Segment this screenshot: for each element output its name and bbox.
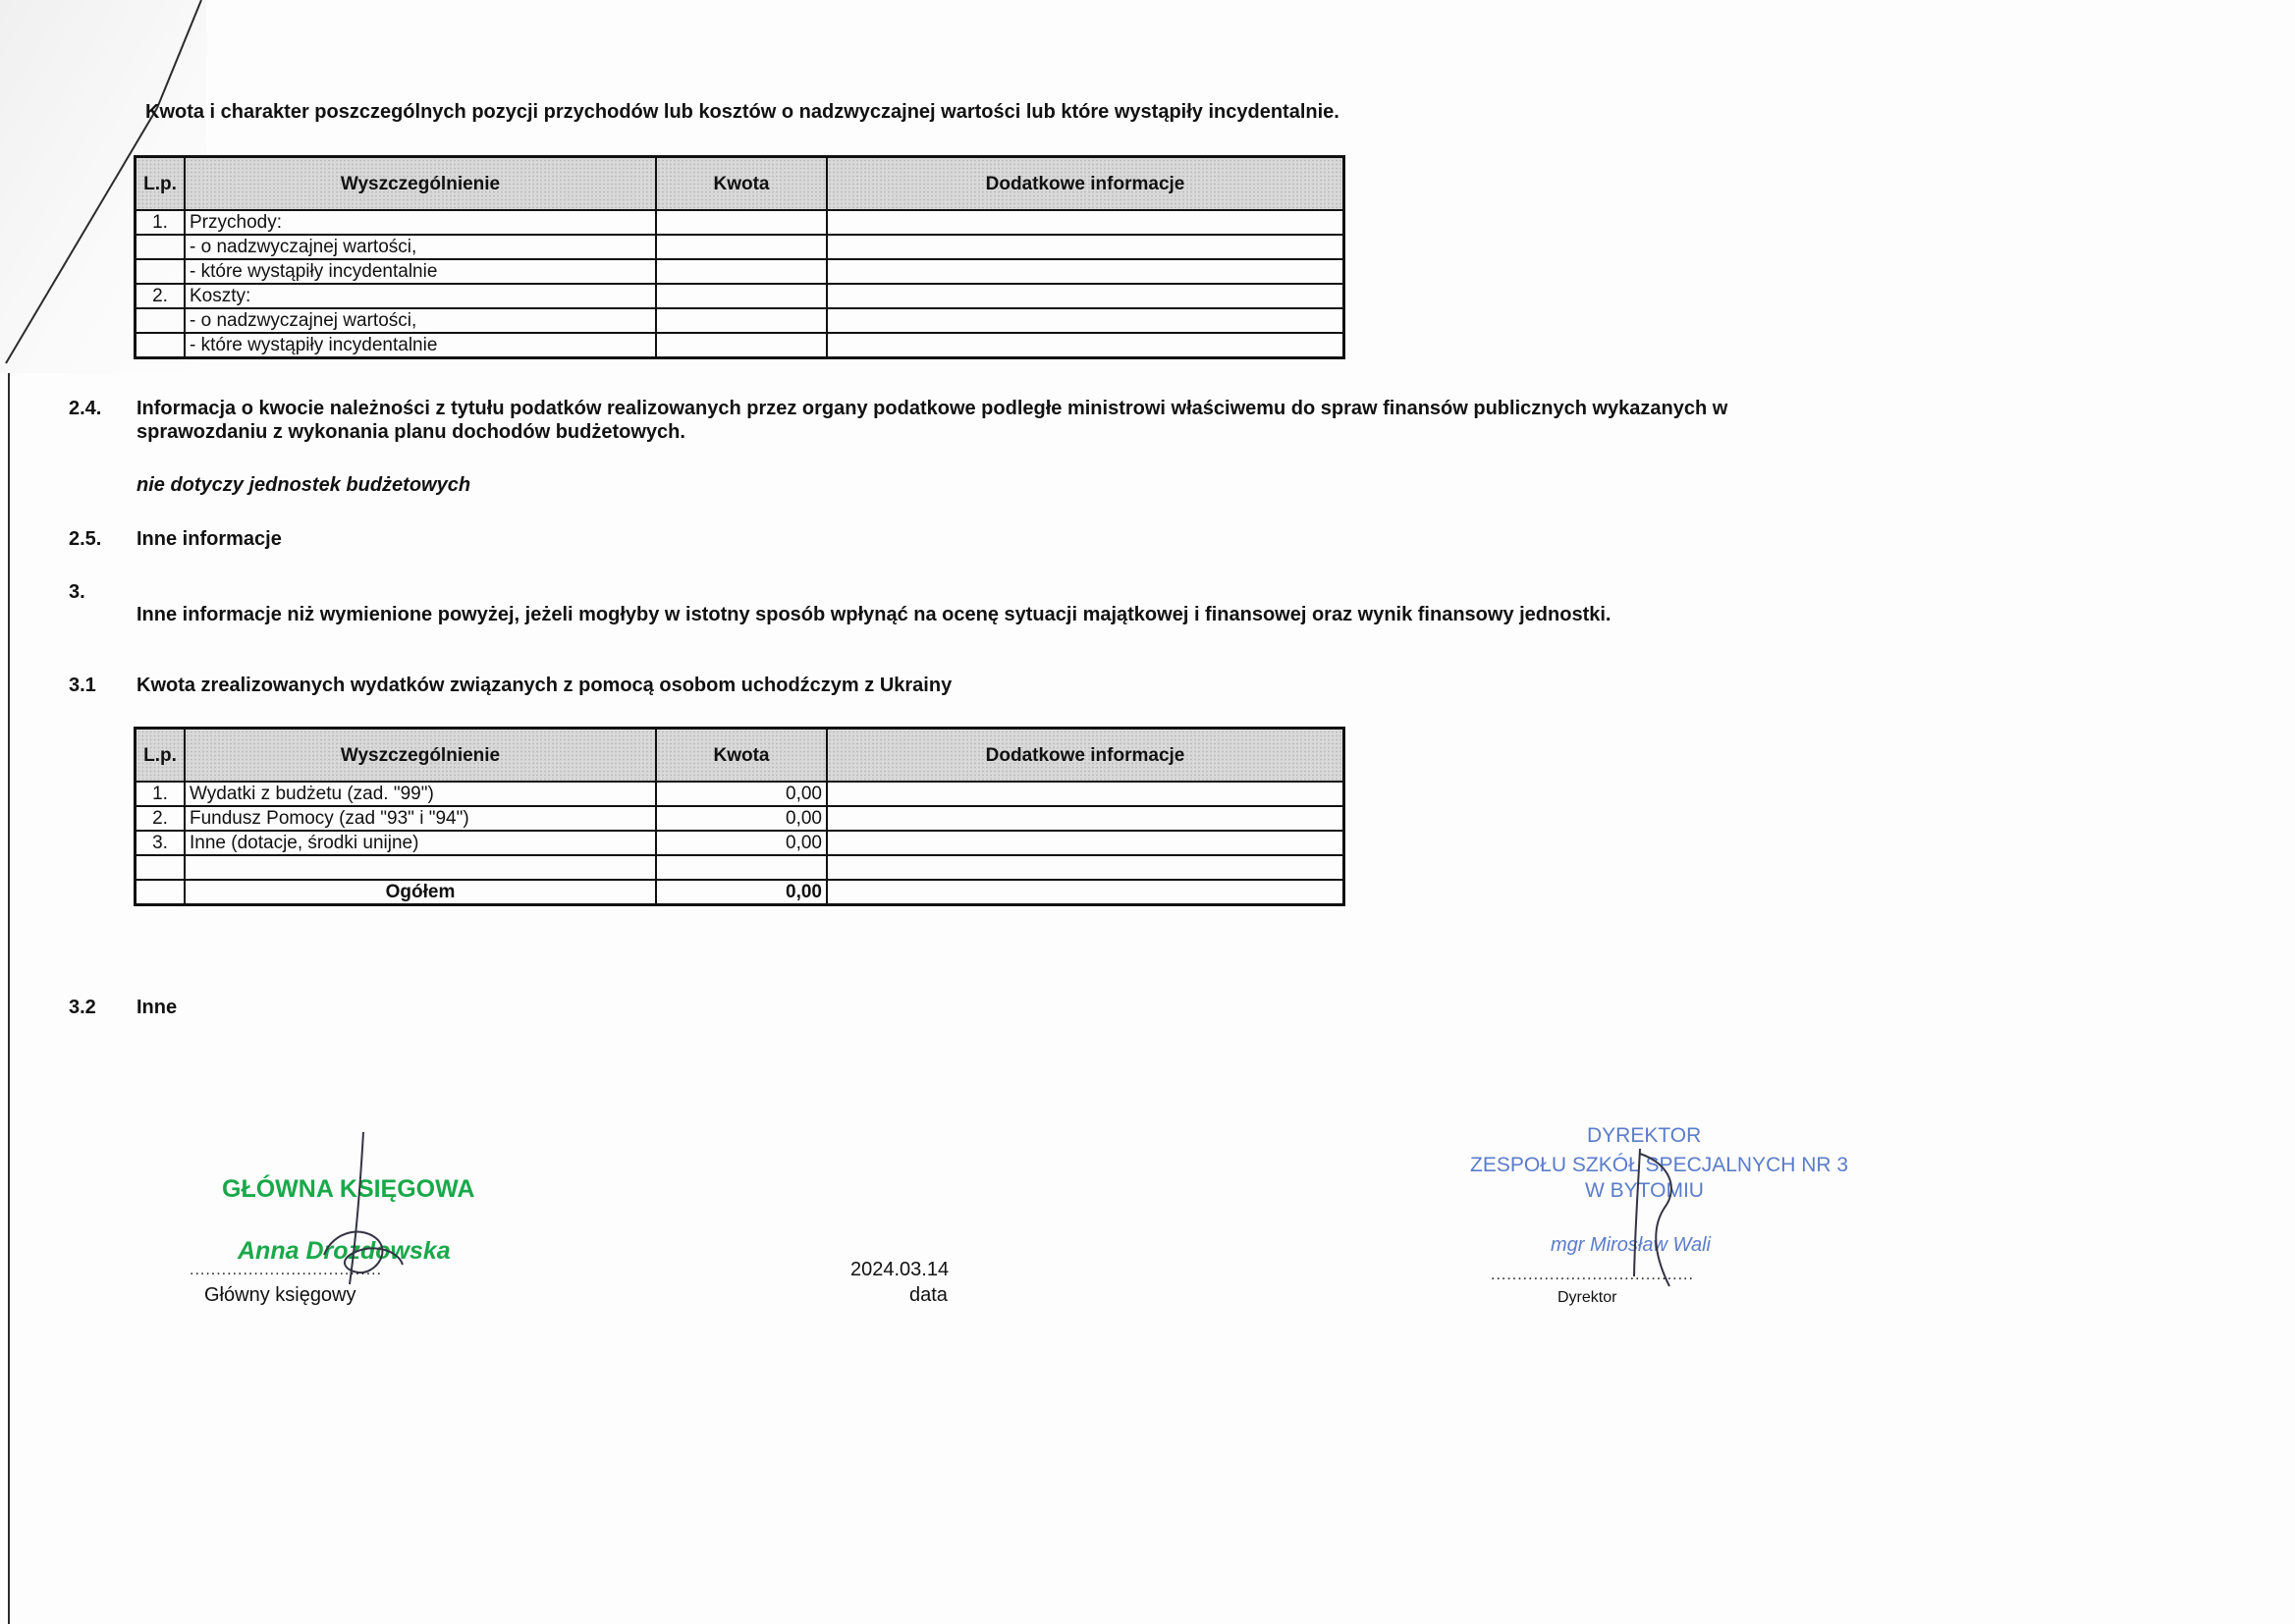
table-row xyxy=(136,855,1344,880)
section-2-4-text-line2: sprawozdaniu z wykonania planu dochodów budżetowych. xyxy=(137,421,685,443)
cell-lp: 2. xyxy=(136,284,186,308)
chief-accountant-caption: Główny księgowy xyxy=(204,1284,356,1306)
cell-amount xyxy=(656,284,827,308)
total-amount: 0,00 xyxy=(656,880,827,905)
table-row xyxy=(136,333,1344,358)
director-stamp-title: DYREKTOR xyxy=(1587,1124,1702,1147)
extraordinary-items-table xyxy=(134,155,1345,359)
table-row xyxy=(136,210,1344,235)
section-2-4-note: nie dotyczy jednostek budżetowych xyxy=(137,474,471,496)
director-stamp-name: mgr Mirosław Wali xyxy=(1551,1234,1711,1256)
total-label: Ogółem xyxy=(185,880,656,905)
cell-description: - które wystąpiły incydentalnie xyxy=(185,333,656,358)
table-header-row xyxy=(136,729,1344,783)
cell-info xyxy=(827,855,1344,880)
chief-accountant-stamp-name: Anna Drozdowska xyxy=(238,1237,451,1265)
director-signature-line: ...................................... xyxy=(1491,1267,1694,1283)
cell-info xyxy=(827,259,1344,284)
cell-info xyxy=(827,782,1344,806)
cell-amount xyxy=(656,210,827,235)
section-3-1-text: Kwota zrealizowanych wydatków związanych z pomocą osobom uchodźczym z Ukrainy xyxy=(137,675,953,696)
header-description: Wyszczególnienie xyxy=(185,729,656,783)
cell-description: Fundusz Pomocy (zad "93" i "94") xyxy=(185,806,656,831)
table-row xyxy=(136,259,1344,284)
header-lp: L.p. xyxy=(136,729,186,783)
cell-info xyxy=(827,308,1344,333)
cell-description: Wydatki z budżetu (zad. "99") xyxy=(185,782,656,806)
cell-description: - o nadzwyczajnej wartości, xyxy=(185,308,656,333)
header-description: Wyszczególnienie xyxy=(185,157,656,211)
section-2-4-text-line1: Informacja o kwocie należności z tytułu podatków realizowanych przez organy podatkowe podległe ministrowi właściwemu do spraw finansów publicznych wykazanych w xyxy=(137,398,1728,419)
header-additional-info: Dodatkowe informacje xyxy=(827,729,1344,783)
cell-lp xyxy=(136,235,186,259)
page-left-edge xyxy=(8,373,10,1624)
cell-description: Inne (dotacje, środki unijne) xyxy=(185,831,656,855)
header-lp: L.p. xyxy=(136,157,186,211)
cell-amount xyxy=(656,308,827,333)
cell-description xyxy=(185,855,656,880)
cell-amount: 0,00 xyxy=(656,831,827,855)
header-amount: Kwota xyxy=(656,157,827,211)
table-row xyxy=(136,235,1344,259)
cell-lp: 1. xyxy=(136,782,186,806)
cell-info xyxy=(827,831,1344,855)
cell-description: - o nadzwyczajnej wartości, xyxy=(185,235,656,259)
table-row xyxy=(136,806,1344,831)
cell-amount: 0,00 xyxy=(656,806,827,831)
cell-info xyxy=(827,333,1344,358)
director-stamp-school: ZESPOŁU SZKÓŁ SPECJALNYCH NR 3 xyxy=(1470,1154,1849,1176)
table-header-row xyxy=(136,157,1344,211)
header-additional-info: Dodatkowe informacje xyxy=(827,157,1344,211)
ukraine-aid-expenses-table xyxy=(134,727,1345,906)
table-row xyxy=(136,308,1344,333)
table-total-row xyxy=(136,880,1344,905)
section-2-5-text: Inne informacje xyxy=(137,528,282,550)
cell-lp xyxy=(136,855,186,880)
director-caption: Dyrektor xyxy=(1557,1289,1617,1306)
date-label: data xyxy=(909,1284,948,1306)
chief-accountant-stamp-title: GŁÓWNA KSIĘGOWA xyxy=(222,1175,475,1203)
table-row xyxy=(136,284,1344,308)
cell-info xyxy=(827,235,1344,259)
cell-info xyxy=(827,210,1344,235)
cell-amount xyxy=(656,235,827,259)
section-3-2-number: 3.2 xyxy=(69,997,96,1018)
cell-lp: 1. xyxy=(136,210,186,235)
cell-amount xyxy=(656,333,827,358)
cell-lp: 2. xyxy=(136,806,186,831)
section-3-text: Inne informacje niż wymienione powyżej, jeżeli mogłyby w istotny sposób wpłynąć na ocenę sytuacji majątkowej i finansowej oraz wynik finansowy jednostki. xyxy=(137,604,1612,625)
section-2-5-number: 2.5. xyxy=(69,528,102,550)
cell-lp xyxy=(136,880,186,905)
cell-description: - które wystąpiły incydentalnie xyxy=(185,259,656,284)
cell-lp xyxy=(136,259,186,284)
intro-text: Kwota i charakter poszczególnych pozycji przychodów lub kosztów o nadzwyczajnej wartości lub które wystąpiły incydentalnie. xyxy=(145,101,1339,123)
cell-info xyxy=(827,806,1344,831)
header-amount: Kwota xyxy=(656,729,827,783)
cell-info xyxy=(827,880,1344,905)
cell-amount: 0,00 xyxy=(656,782,827,806)
cell-amount xyxy=(656,855,827,880)
section-3-1-number: 3.1 xyxy=(69,675,96,696)
table-row xyxy=(136,782,1344,806)
section-2-4-number: 2.4. xyxy=(69,398,102,419)
cell-description: Koszty: xyxy=(185,284,656,308)
cell-lp xyxy=(136,333,186,358)
date-value: 2024.03.14 xyxy=(850,1259,950,1280)
cell-amount xyxy=(656,259,827,284)
cell-lp: 3. xyxy=(136,831,186,855)
section-3-2-text: Inne xyxy=(137,997,178,1018)
chief-accountant-signature-line: .................................... xyxy=(190,1262,383,1278)
cell-description: Przychody: xyxy=(185,210,656,235)
section-3-number: 3. xyxy=(69,581,85,603)
cell-info xyxy=(827,284,1344,308)
cell-lp xyxy=(136,308,186,333)
table-row xyxy=(136,831,1344,855)
director-stamp-city: W BYTOMIU xyxy=(1585,1179,1704,1202)
